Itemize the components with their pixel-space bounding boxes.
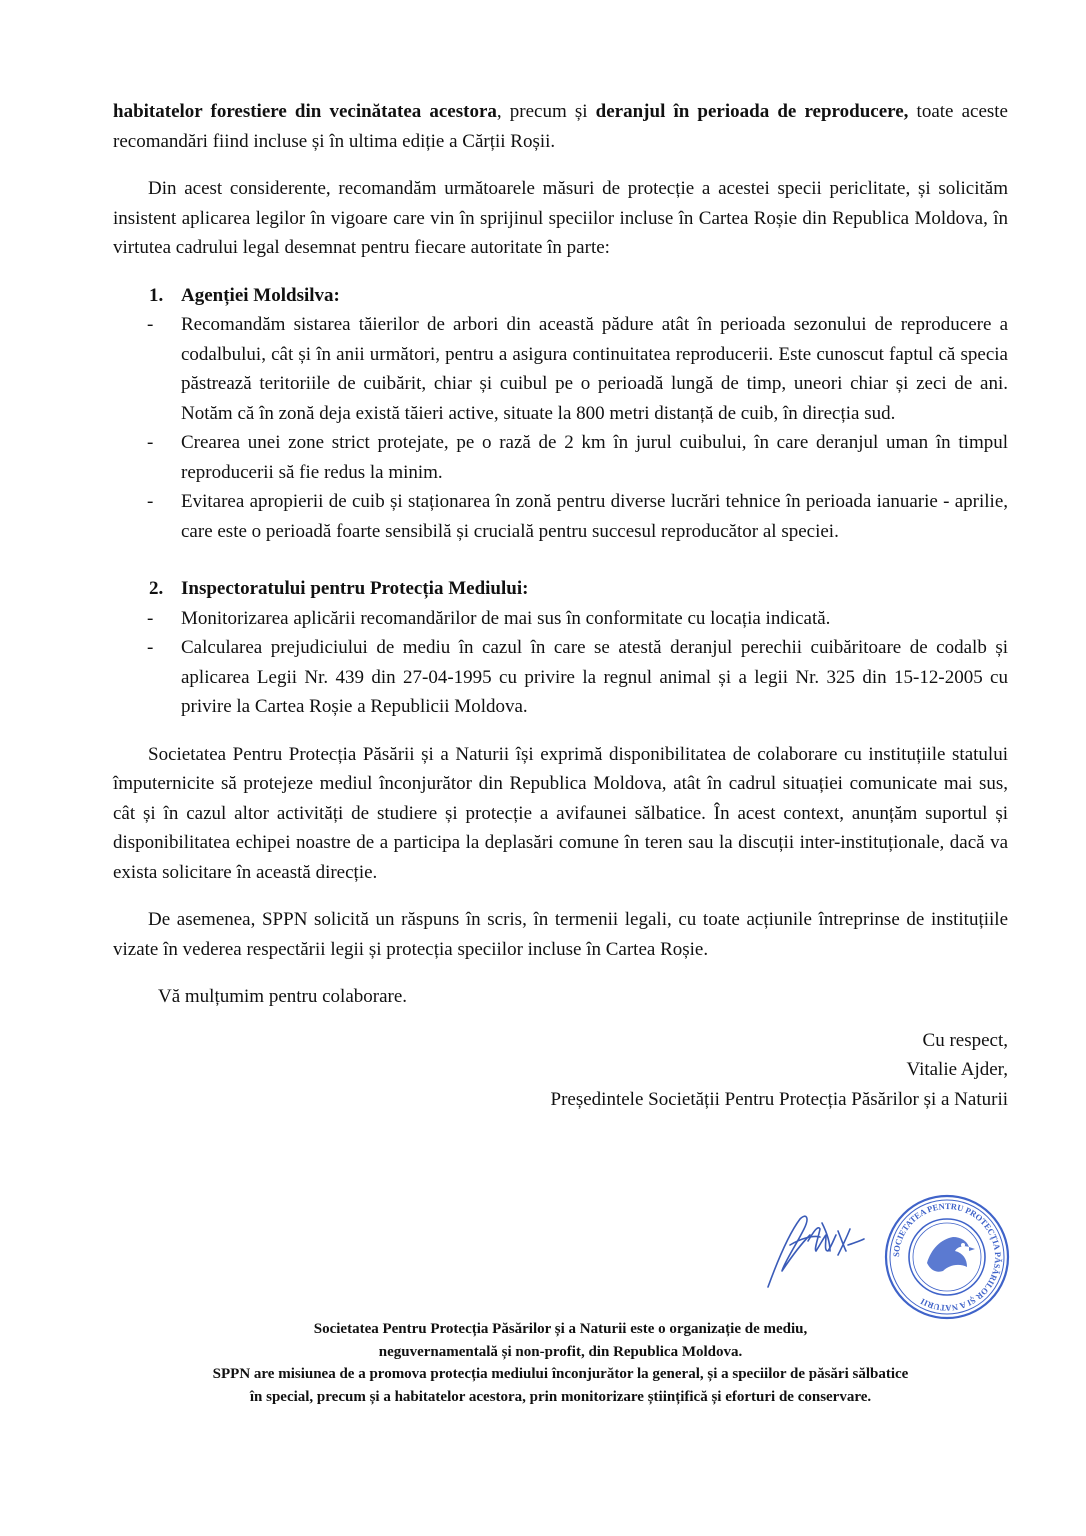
list-item-text: Crearea unei zone strict protejate, pe o rază de 2 km în jurul cuibului, în care deranjul uman în timpul reproducerii să fie redus la minim.	[181, 432, 1008, 483]
seal-text: SOCIETATEA PENTRU PROTECȚIA PĂSĂRILOR ȘI A NATURII	[890, 1200, 1004, 1314]
paragraph-collaboration: Societatea Pentru Protecția Păsării și a Naturii își exprimă disponibilitatea de colaborare cu instituțiile statului împuternicite să protejeze mediul înconjurător din Republica Moldova, atât în cadrul situației comunicate mai sus, cât și în cazul altor activități de studiere și protecție a avifaunei sălbatice. În acest context, anunțăm suportul și disponibilitatea echipei noastre de a participa la deplasări comune în teren sau la discuții inter-instituționale, dacă va exista solicitare în această direcție.	[113, 743, 1008, 883]
paragraph-response-request: De asemenea, SPPN solicită un răspuns în scris, în termenii legali, cu toate acțiunile întreprinse de instituțiile vizate în vederea respectării legii și protecția speciilor incluse în Cartea Roșie.	[113, 909, 1008, 960]
list-item-text: Recomandăm sistarea tăierilor de arbori din această pădure atât în perioada sezonului de reproducere a codalbului, cât și în anii următori, pentru a asigura continuitatea reproducerii. Este cunoscut faptul că specia păstrează teritoriile de cuibărit, chiar și cuibul pe o perioadă lungă de timp, uneori chiar și zeci de ani. Notăm că în zonă deja există tăieri active, situate la 800 metri distanță de cuib, în direcția sud.	[181, 314, 1008, 424]
dash-bullet-icon: -	[147, 314, 154, 335]
list-item	[113, 310, 1008, 428]
bird-emblem-icon	[927, 1237, 975, 1272]
list-item-text: Evitarea apropierii de cuib și staționarea în zonă pentru diverse lucrări tehnice în perioada ianuarie - aprilie, care este o perioadă foarte sensibilă și crucială pentru succesul reproducător al speciei.	[181, 491, 1008, 542]
handwritten-signature	[760, 1205, 870, 1295]
organization-seal	[883, 1193, 1011, 1321]
list-item	[113, 487, 1008, 546]
list-item-text: Monitorizarea aplicării recomandărilor de mai sus în conformitate cu locația indicată.	[181, 607, 831, 629]
paragraph-recommended-measures: Din acest considerente, recomandăm următoarele măsuri de protecție a acestei specii periclitate, și solicităm insistent aplicarea legilor în vigoare care vin în sprijinul speciilor incluse în Cartea Roșie din Republica Moldova, în virtutea cadrului legal desemnat pentru fiecare autoritate în parte:	[113, 178, 1008, 258]
section-inspectorate-heading	[113, 574, 1008, 604]
organization-footer	[113, 1318, 1008, 1408]
footer-line: neguvernamentală și non-profit, din Republica Moldova.	[378, 1343, 743, 1360]
list-item	[113, 633, 1008, 722]
bold-disturbance-text: deranjul în perioada de reproducere,	[595, 101, 909, 122]
text-red-book-edition: toate aceste recomandări fiind incluse și în ultima ediție a Cărții Roșii.	[113, 101, 1008, 152]
signer-title: Președintele Societății Pentru Protecția Păsărilor și a Naturii	[550, 1088, 1008, 1110]
dash-bullet-icon: -	[147, 432, 154, 453]
signer-name: Vitalie Ajder,	[906, 1059, 1008, 1080]
section-moldsilva-heading	[113, 281, 1008, 311]
dash-bullet-icon: -	[147, 491, 154, 512]
letter-page	[113, 97, 1008, 1114]
list-item-text: Calcularea prejudiciului de mediu în cazul în care se atestă deranjul perechii cuibăritoare de codalb și aplicarea Legii Nr. 439 din 27-04-1995 cu privire la regnul animal și a legii Nr. 325 din 15-12-2005 cu privire la Cartea Roșie a Republicii Moldova.	[181, 637, 1008, 717]
footer-line: Societatea Pentru Protecția Păsărilor și a Naturii este o organizație de mediu,	[313, 1321, 808, 1337]
section-number: 2.	[149, 578, 164, 599]
signature-block	[113, 1026, 1008, 1115]
section-title: Inspectoratului pentru Protecția Mediului:	[181, 578, 529, 599]
closing-phrase: Cu respect,	[922, 1029, 1008, 1051]
footer-line: în special, precum și a habitatelor acestora, prin monitorizare științifică și eforturi de conservare.	[249, 1388, 872, 1405]
dash-bullet-icon: -	[147, 637, 154, 658]
text-connector: , precum și	[496, 101, 596, 122]
footer-line: SPPN are misiunea de a promova protecția mediului înconjurător la general, și a speciilor de păsări sălbatice	[212, 1366, 909, 1382]
list-item	[113, 428, 1008, 487]
moldsilva-recommendations-list	[113, 310, 1008, 546]
dash-bullet-icon: -	[147, 607, 154, 629]
inspectorate-recommendations-list	[113, 604, 1008, 722]
bold-habitat-text: habitatelor forestiere din vecinătatea acestora	[113, 101, 497, 122]
section-number: 1.	[149, 284, 164, 306]
list-item	[113, 604, 1008, 634]
section-title: Agenției Moldsilva:	[181, 284, 340, 306]
paragraph-habitat-recommendations	[113, 97, 1008, 156]
thanks-line: Vă mulțumim pentru colaborare.	[158, 986, 408, 1007]
